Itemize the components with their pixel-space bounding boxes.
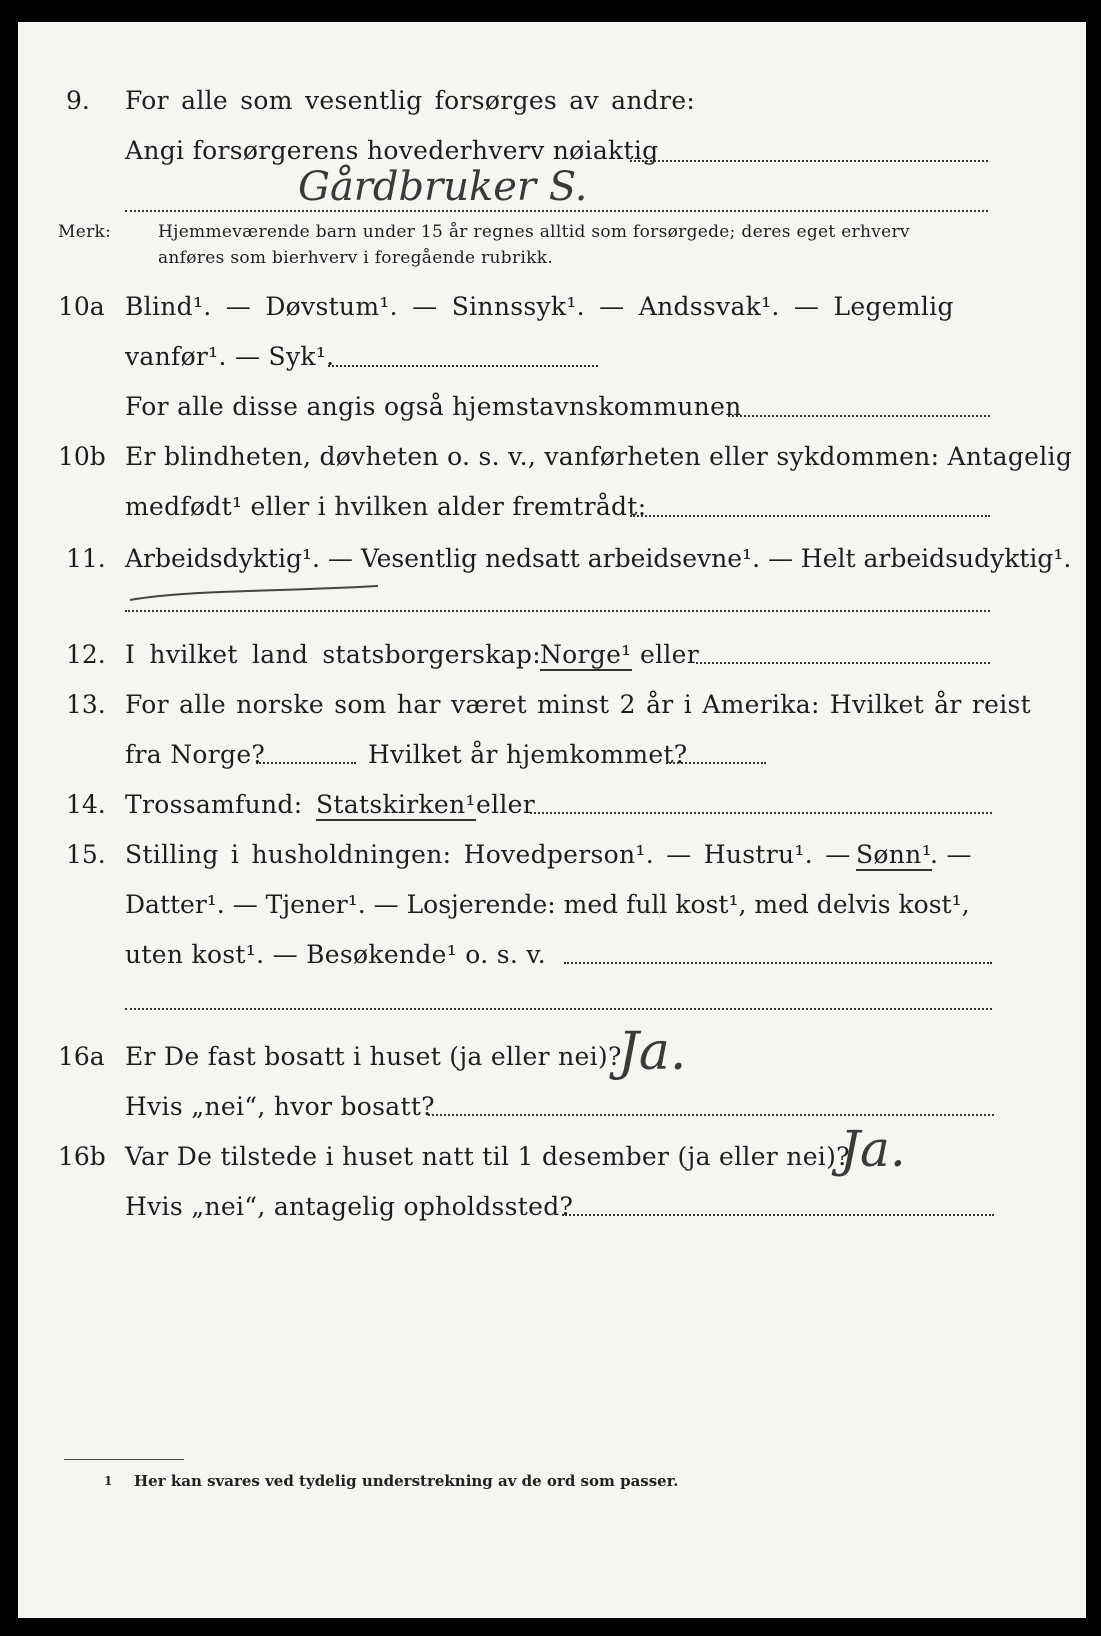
item-15-line3: uten kost¹. — Besøkende¹ o. s. v.: [125, 940, 547, 969]
item-11-number: 11.: [66, 544, 106, 573]
item-10a-number: 10a: [58, 292, 105, 321]
item-9-answer-line: [630, 160, 988, 162]
item-13-line1: For alle norske som har været minst 2 år i Amerika: Hvilket år reist: [125, 690, 1032, 719]
item-14-suffix: eller: [476, 790, 536, 819]
footnote-text: Her kan svares ved tydelig understrekning av de ord som passer.: [134, 1472, 679, 1490]
item-10b-answer-line: [630, 515, 990, 517]
item-15-answer-line: [564, 962, 992, 964]
item-12-norge-underlined: Norge¹: [540, 640, 632, 669]
item-15-second-line: [125, 1008, 992, 1010]
item-12-number: 12.: [66, 640, 106, 669]
item-9-question: For alle som vesentlig forsørges av andre:: [125, 86, 696, 115]
item-16b-answer-line: [562, 1214, 994, 1216]
note-label: Merk:: [58, 222, 112, 242]
item-14-statskirken-underlined: Statskirken¹: [316, 790, 476, 819]
item-15-line1-end: . —: [930, 840, 972, 869]
item-13-number: 13.: [66, 690, 106, 719]
item-11-line1: Arbeidsdyktig¹. — Vesentlig nedsatt arbeidsevne¹. — Helt arbeidsudyktig¹.: [125, 544, 1072, 573]
item-12-prefix: I hvilket land statsborgerskap:: [125, 640, 541, 669]
note-text-line2: anføres som bierhverv i foregående rubrikk.: [158, 248, 554, 268]
item-10b-line2: medfødt¹ eller i hvilken alder fremtrådt:: [125, 492, 647, 521]
item-10a-line3: For alle disse angis også hjemstavnskommunen: [125, 392, 742, 421]
item-15-sonn-underlined: Sønn¹: [856, 840, 932, 869]
item-13-hjemkommet-label: Hvilket år hjemkommet?: [368, 740, 688, 769]
item-14-number: 14.: [66, 790, 106, 819]
item-16a-answer-line: [428, 1114, 994, 1116]
item-12-answer-line: [696, 662, 990, 664]
item-14-prefix: Trossamfund:: [125, 790, 303, 819]
item-16a-handwritten-answer: Ja.: [618, 1022, 687, 1082]
item-13-hjemkommet-line: [666, 762, 766, 764]
item-16b-line1: Var De tilstede i huset natt til 1 desember (ja eller nei)?: [125, 1142, 850, 1171]
item-10a-syk-line: [328, 365, 598, 367]
item-10b-line1: Er blindheten, døvheten o. s. v., vanførheten eller sykdommen: Antagelig: [125, 442, 1073, 471]
item-16b-number: 16b: [58, 1142, 106, 1171]
item-10b-number: 10b: [58, 442, 106, 471]
item-15-line2: Datter¹. — Tjener¹. — Losjerende: med full kost¹, med delvis kost¹,: [125, 890, 970, 919]
item-9-number: 9.: [66, 86, 90, 115]
item-16a-line2: Hvis „nei“, hvor bosatt?: [125, 1092, 435, 1121]
footnote-mark: 1: [104, 1474, 113, 1488]
item-16a-line1: Er De fast bosatt i huset (ja eller nei)?: [125, 1042, 622, 1071]
note-text-line1: Hjemmeværende barn under 15 år regnes alltid som forsørgede; deres eget erhverv: [158, 222, 910, 242]
item-16a-number: 16a: [58, 1042, 105, 1071]
item-15-number: 15.: [66, 840, 106, 869]
item-9-occupation-label: Angi forsørgerens hovederhverv nøiaktig: [125, 136, 659, 165]
census-form-page: [18, 22, 1086, 1618]
item-11-handwritten-stroke: [128, 582, 388, 612]
item-9-handwritten-answer: Gårdbruker S.: [298, 164, 588, 210]
item-15-line1: Stilling i husholdningen: Hovedperson¹. — Hustru¹. —: [125, 840, 851, 869]
item-16b-handwritten-answer: Ja.: [840, 1120, 906, 1178]
item-9-second-line: [125, 210, 988, 212]
item-10a-line1: Blind¹. — Døvstum¹. — Sinnssyk¹. — Andssvak¹. — Legemlig: [125, 292, 954, 321]
item-16b-line2: Hvis „nei“, antagelig opholdssted?: [125, 1192, 574, 1221]
item-12-suffix: eller: [640, 640, 700, 669]
footnote-rule: [64, 1459, 184, 1460]
item-10a-kommune-line: [728, 415, 990, 417]
item-10a-line2: vanfør¹. — Syk¹.: [125, 342, 335, 371]
item-13-reist-line: [256, 762, 356, 764]
item-14-answer-line: [530, 812, 992, 814]
item-13-reist-label: fra Norge?: [125, 740, 266, 769]
item-11-answer-line: [125, 610, 990, 612]
